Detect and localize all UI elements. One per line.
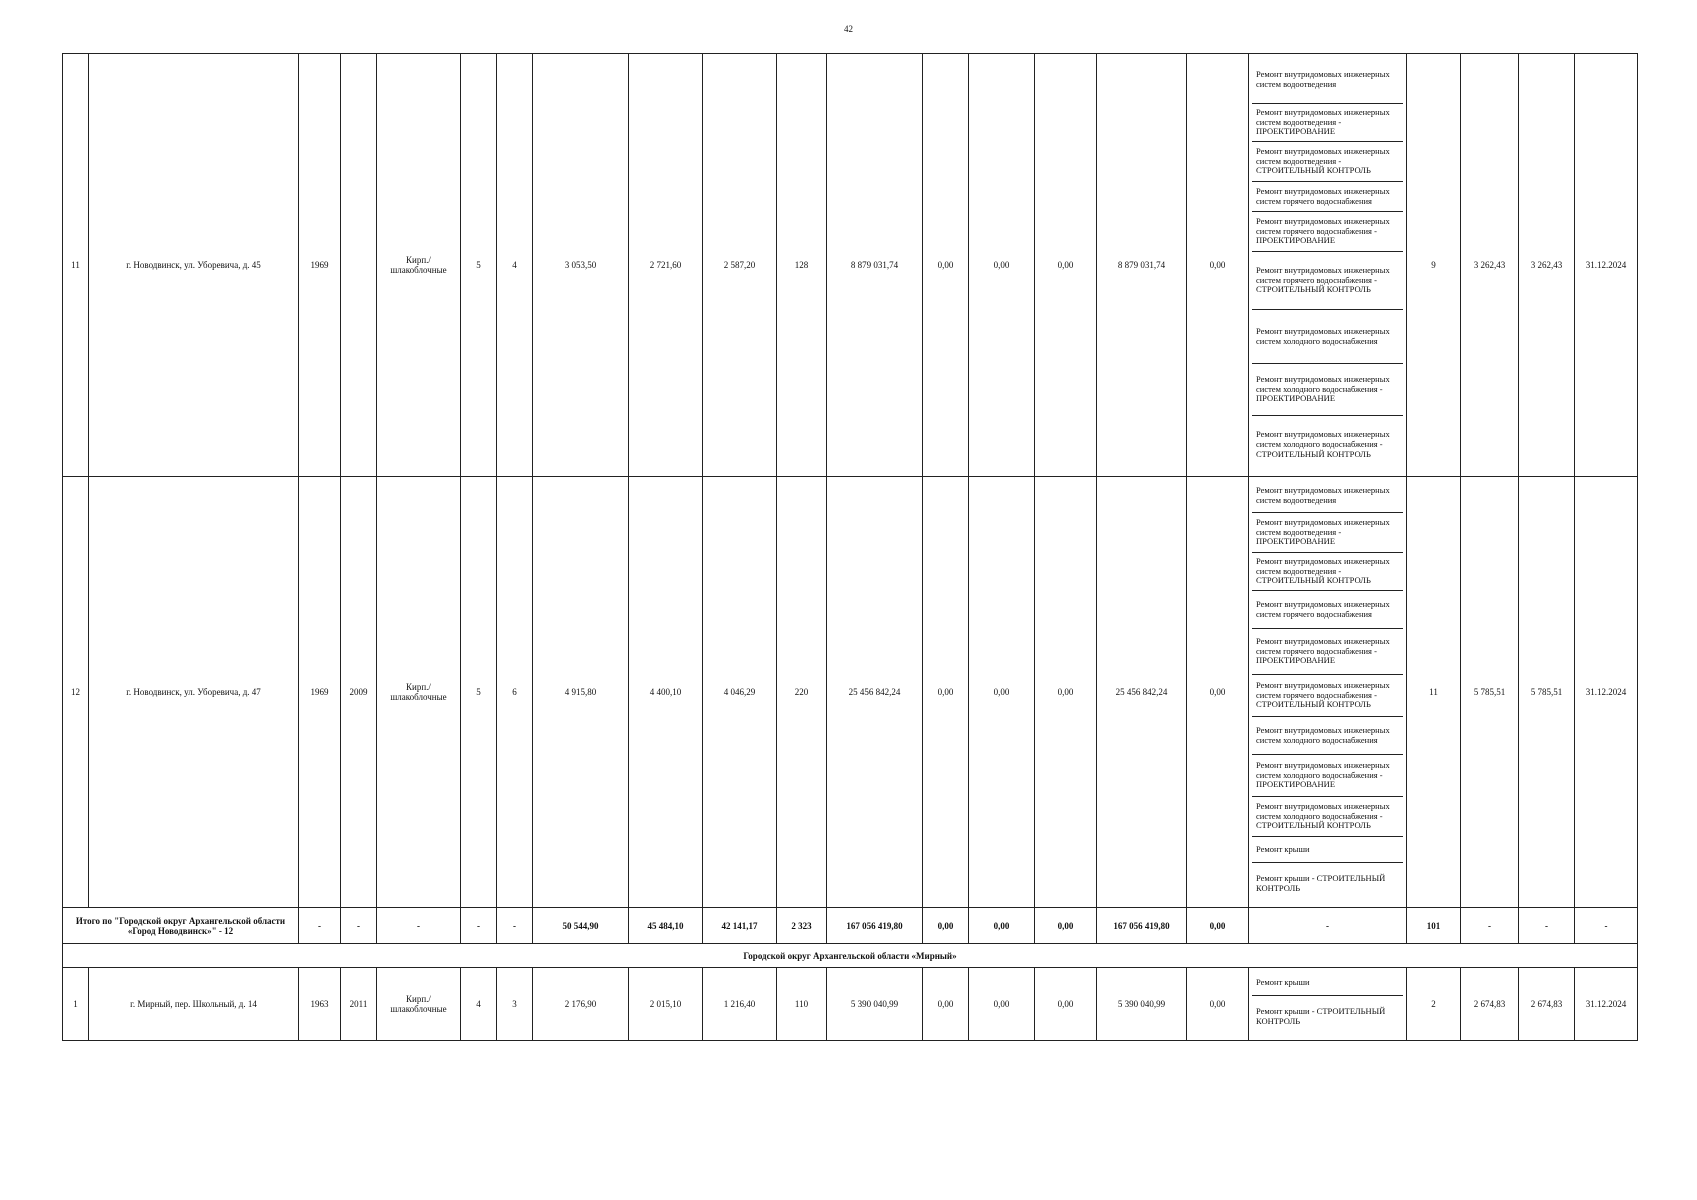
region-header-row [63, 944, 1638, 968]
row-number: 1 [63, 968, 89, 1041]
area-a-cell: 2 015,10 [629, 968, 703, 1041]
year-overhaul-cell [341, 54, 377, 477]
works-count-cell: 2 [1407, 968, 1461, 1041]
region-header: Городской округ Архангельской области «Мирный» [63, 944, 1638, 968]
total-fund-a: 0,00 [923, 908, 969, 944]
works-count-cell: 11 [1407, 477, 1461, 908]
address-cell: г. Мирный, пер. Школьный, д. 14 [89, 968, 299, 1041]
fund-d-cell: 5 390 040,99 [1097, 968, 1187, 1041]
total-area-a: 45 484,10 [629, 908, 703, 944]
works-cell [1249, 54, 1407, 477]
total-works-count: 101 [1407, 908, 1461, 944]
work-item: Ремонт внутридомовых инженерных систем горячего водоснабжения - СТРОИТЕЛЬНЫЙ КОНТРОЛЬ [1252, 252, 1403, 310]
table-row [63, 968, 1638, 1041]
work-item: Ремонт крыши [1252, 970, 1403, 996]
cost-total-cell: 25 456 842,24 [827, 477, 923, 908]
unit-cost-limit-cell: 2 674,83 [1519, 968, 1575, 1041]
works-count-cell: 9 [1407, 54, 1461, 477]
fund-e-cell: 0,00 [1187, 54, 1249, 477]
total-entrances: - [497, 908, 533, 944]
work-item: Ремонт крыши [1252, 837, 1403, 863]
deadline-cell: 31.12.2024 [1575, 968, 1638, 1041]
work-item: Ремонт внутридомовых инженерных систем холодного водоснабжения [1252, 310, 1403, 364]
works-list [1252, 970, 1403, 1038]
work-item: Ремонт внутридомовых инженерных систем водоотведения - ПРОЕКТИРОВАНИЕ [1252, 513, 1403, 553]
area-b-cell: 4 046,29 [703, 477, 777, 908]
fund-b-cell: 0,00 [969, 968, 1035, 1041]
area-a-cell: 4 400,10 [629, 477, 703, 908]
fund-e-cell: 0,00 [1187, 477, 1249, 908]
unit-cost-cell: 2 674,83 [1461, 968, 1519, 1041]
residents-cell: 128 [777, 54, 827, 477]
deadline-cell: 31.12.2024 [1575, 54, 1638, 477]
work-item: Ремонт внутридомовых инженерных систем водоотведения - СТРОИТЕЛЬНЫЙ КОНТРОЛЬ [1252, 553, 1403, 591]
cost-total-cell: 5 390 040,99 [827, 968, 923, 1041]
works-cell [1249, 477, 1407, 908]
total-works: - [1249, 908, 1407, 944]
floors-cell: 5 [461, 477, 497, 908]
total-label: Итого по "Городской округ Архангельской области «Город Новодвинск»" - 12 [63, 908, 299, 944]
row-number: 12 [63, 477, 89, 908]
wall-material-cell: Кирп./ шлакоблочные [377, 54, 461, 477]
total-area-total: 50 544,90 [533, 908, 629, 944]
total-material: - [377, 908, 461, 944]
fund-c-cell: 0,00 [1035, 968, 1097, 1041]
works-list [1252, 479, 1403, 905]
fund-d-cell: 25 456 842,24 [1097, 477, 1187, 908]
total-deadline: - [1575, 908, 1638, 944]
total-fund-c: 0,00 [1035, 908, 1097, 944]
total-floors: - [461, 908, 497, 944]
overhaul-program-table [62, 53, 1638, 1041]
fund-d-cell: 8 879 031,74 [1097, 54, 1187, 477]
works-list [1252, 56, 1403, 474]
fund-a-cell: 0,00 [923, 968, 969, 1041]
fund-c-cell: 0,00 [1035, 477, 1097, 908]
work-item: Ремонт внутридомовых инженерных систем холодного водоснабжения [1252, 717, 1403, 755]
total-cost: 167 056 419,80 [827, 908, 923, 944]
unit-cost-cell: 5 785,51 [1461, 477, 1519, 908]
work-item: Ремонт внутридомовых инженерных систем водоотведения - СТРОИТЕЛЬНЫЙ КОНТРОЛЬ [1252, 142, 1403, 182]
area-b-cell: 2 587,20 [703, 54, 777, 477]
year-overhaul-cell: 2009 [341, 477, 377, 908]
wall-material-cell: Кирп./ шлакоблочные [377, 968, 461, 1041]
total-unit-cost-limit: - [1519, 908, 1575, 944]
entrances-cell: 3 [497, 968, 533, 1041]
year-built-cell: 1969 [299, 477, 341, 908]
fund-e-cell: 0,00 [1187, 968, 1249, 1041]
work-item: Ремонт внутридомовых инженерных систем холодного водоснабжения - ПРОЕКТИРОВАНИЕ [1252, 755, 1403, 797]
work-item: Ремонт крыши - СТРОИТЕЛЬНЫЙ КОНТРОЛЬ [1256, 873, 1386, 893]
area-total-cell: 2 176,90 [533, 968, 629, 1041]
work-item: Ремонт внутридомовых инженерных систем холодного водоснабжения - ПРОЕКТИРОВАНИЕ [1252, 364, 1403, 416]
cost-total-cell: 8 879 031,74 [827, 54, 923, 477]
unit-cost-cell: 3 262,43 [1461, 54, 1519, 477]
area-a-cell: 2 721,60 [629, 54, 703, 477]
total-row [63, 908, 1638, 944]
work-item: Ремонт внутридомовых инженерных систем горячего водоснабжения [1252, 591, 1403, 629]
work-item: Ремонт внутридомовых инженерных систем холодного водоснабжения - СТРОИТЕЛЬНЫЙ КОНТРОЛЬ [1252, 797, 1403, 837]
area-b-cell: 1 216,40 [703, 968, 777, 1041]
residents-cell: 110 [777, 968, 827, 1041]
total-unit-cost: - [1461, 908, 1519, 944]
address-cell: г. Новодвинск, ул. Уборевича, д. 47 [89, 477, 299, 908]
fund-b-cell: 0,00 [969, 477, 1035, 908]
fund-a-cell: 0,00 [923, 54, 969, 477]
total-fund-d: 167 056 419,80 [1097, 908, 1187, 944]
wall-material-cell: Кирп./ шлакоблочные [377, 477, 461, 908]
table-row [63, 477, 1638, 908]
fund-c-cell: 0,00 [1035, 54, 1097, 477]
work-item: Ремонт внутридомовых инженерных систем горячего водоснабжения - ПРОЕКТИРОВАНИЕ [1252, 629, 1403, 675]
entrances-cell: 4 [497, 54, 533, 477]
year-built-cell: 1963 [299, 968, 341, 1041]
residents-cell: 220 [777, 477, 827, 908]
total-fund-e: 0,00 [1187, 908, 1249, 944]
total-area-b: 42 141,17 [703, 908, 777, 944]
work-item: Ремонт внутридомовых инженерных систем холодного водоснабжения - СТРОИТЕЛЬНЫЙ КОНТРОЛЬ [1256, 429, 1390, 459]
unit-cost-limit-cell: 5 785,51 [1519, 477, 1575, 908]
total-residents: 2 323 [777, 908, 827, 944]
floors-cell: 5 [461, 54, 497, 477]
year-overhaul-cell: 2011 [341, 968, 377, 1041]
work-item: Ремонт крыши - СТРОИТЕЛЬНЫЙ КОНТРОЛЬ [1256, 1006, 1386, 1026]
work-item: Ремонт внутридомовых инженерных систем водоотведения - ПРОЕКТИРОВАНИЕ [1252, 104, 1403, 142]
work-item: Ремонт внутридомовых инженерных систем горячего водоснабжения - СТРОИТЕЛЬНЫЙ КОНТРОЛЬ [1252, 675, 1403, 717]
address-cell: г. Новодвинск, ул. Уборевича, д. 45 [89, 54, 299, 477]
fund-a-cell: 0,00 [923, 477, 969, 908]
row-number: 11 [63, 54, 89, 477]
work-item: Ремонт внутридомовых инженерных систем водоотведения [1252, 479, 1403, 513]
area-total-cell: 3 053,50 [533, 54, 629, 477]
fund-b-cell: 0,00 [969, 54, 1035, 477]
work-item: Ремонт внутридомовых инженерных систем горячего водоснабжения - ПРОЕКТИРОВАНИЕ [1252, 212, 1403, 252]
area-total-cell: 4 915,80 [533, 477, 629, 908]
work-item: Ремонт внутридомовых инженерных систем водоотведения [1252, 56, 1403, 104]
deadline-cell: 31.12.2024 [1575, 477, 1638, 908]
total-year-built: - [299, 908, 341, 944]
entrances-cell: 6 [497, 477, 533, 908]
floors-cell: 4 [461, 968, 497, 1041]
total-year-overhaul: - [341, 908, 377, 944]
page-number: 42 [844, 24, 853, 34]
unit-cost-limit-cell: 3 262,43 [1519, 54, 1575, 477]
work-item: Ремонт внутридомовых инженерных систем горячего водоснабжения [1252, 182, 1403, 212]
total-fund-b: 0,00 [969, 908, 1035, 944]
works-cell [1249, 968, 1407, 1041]
year-built-cell: 1969 [299, 54, 341, 477]
table-row [63, 54, 1638, 477]
